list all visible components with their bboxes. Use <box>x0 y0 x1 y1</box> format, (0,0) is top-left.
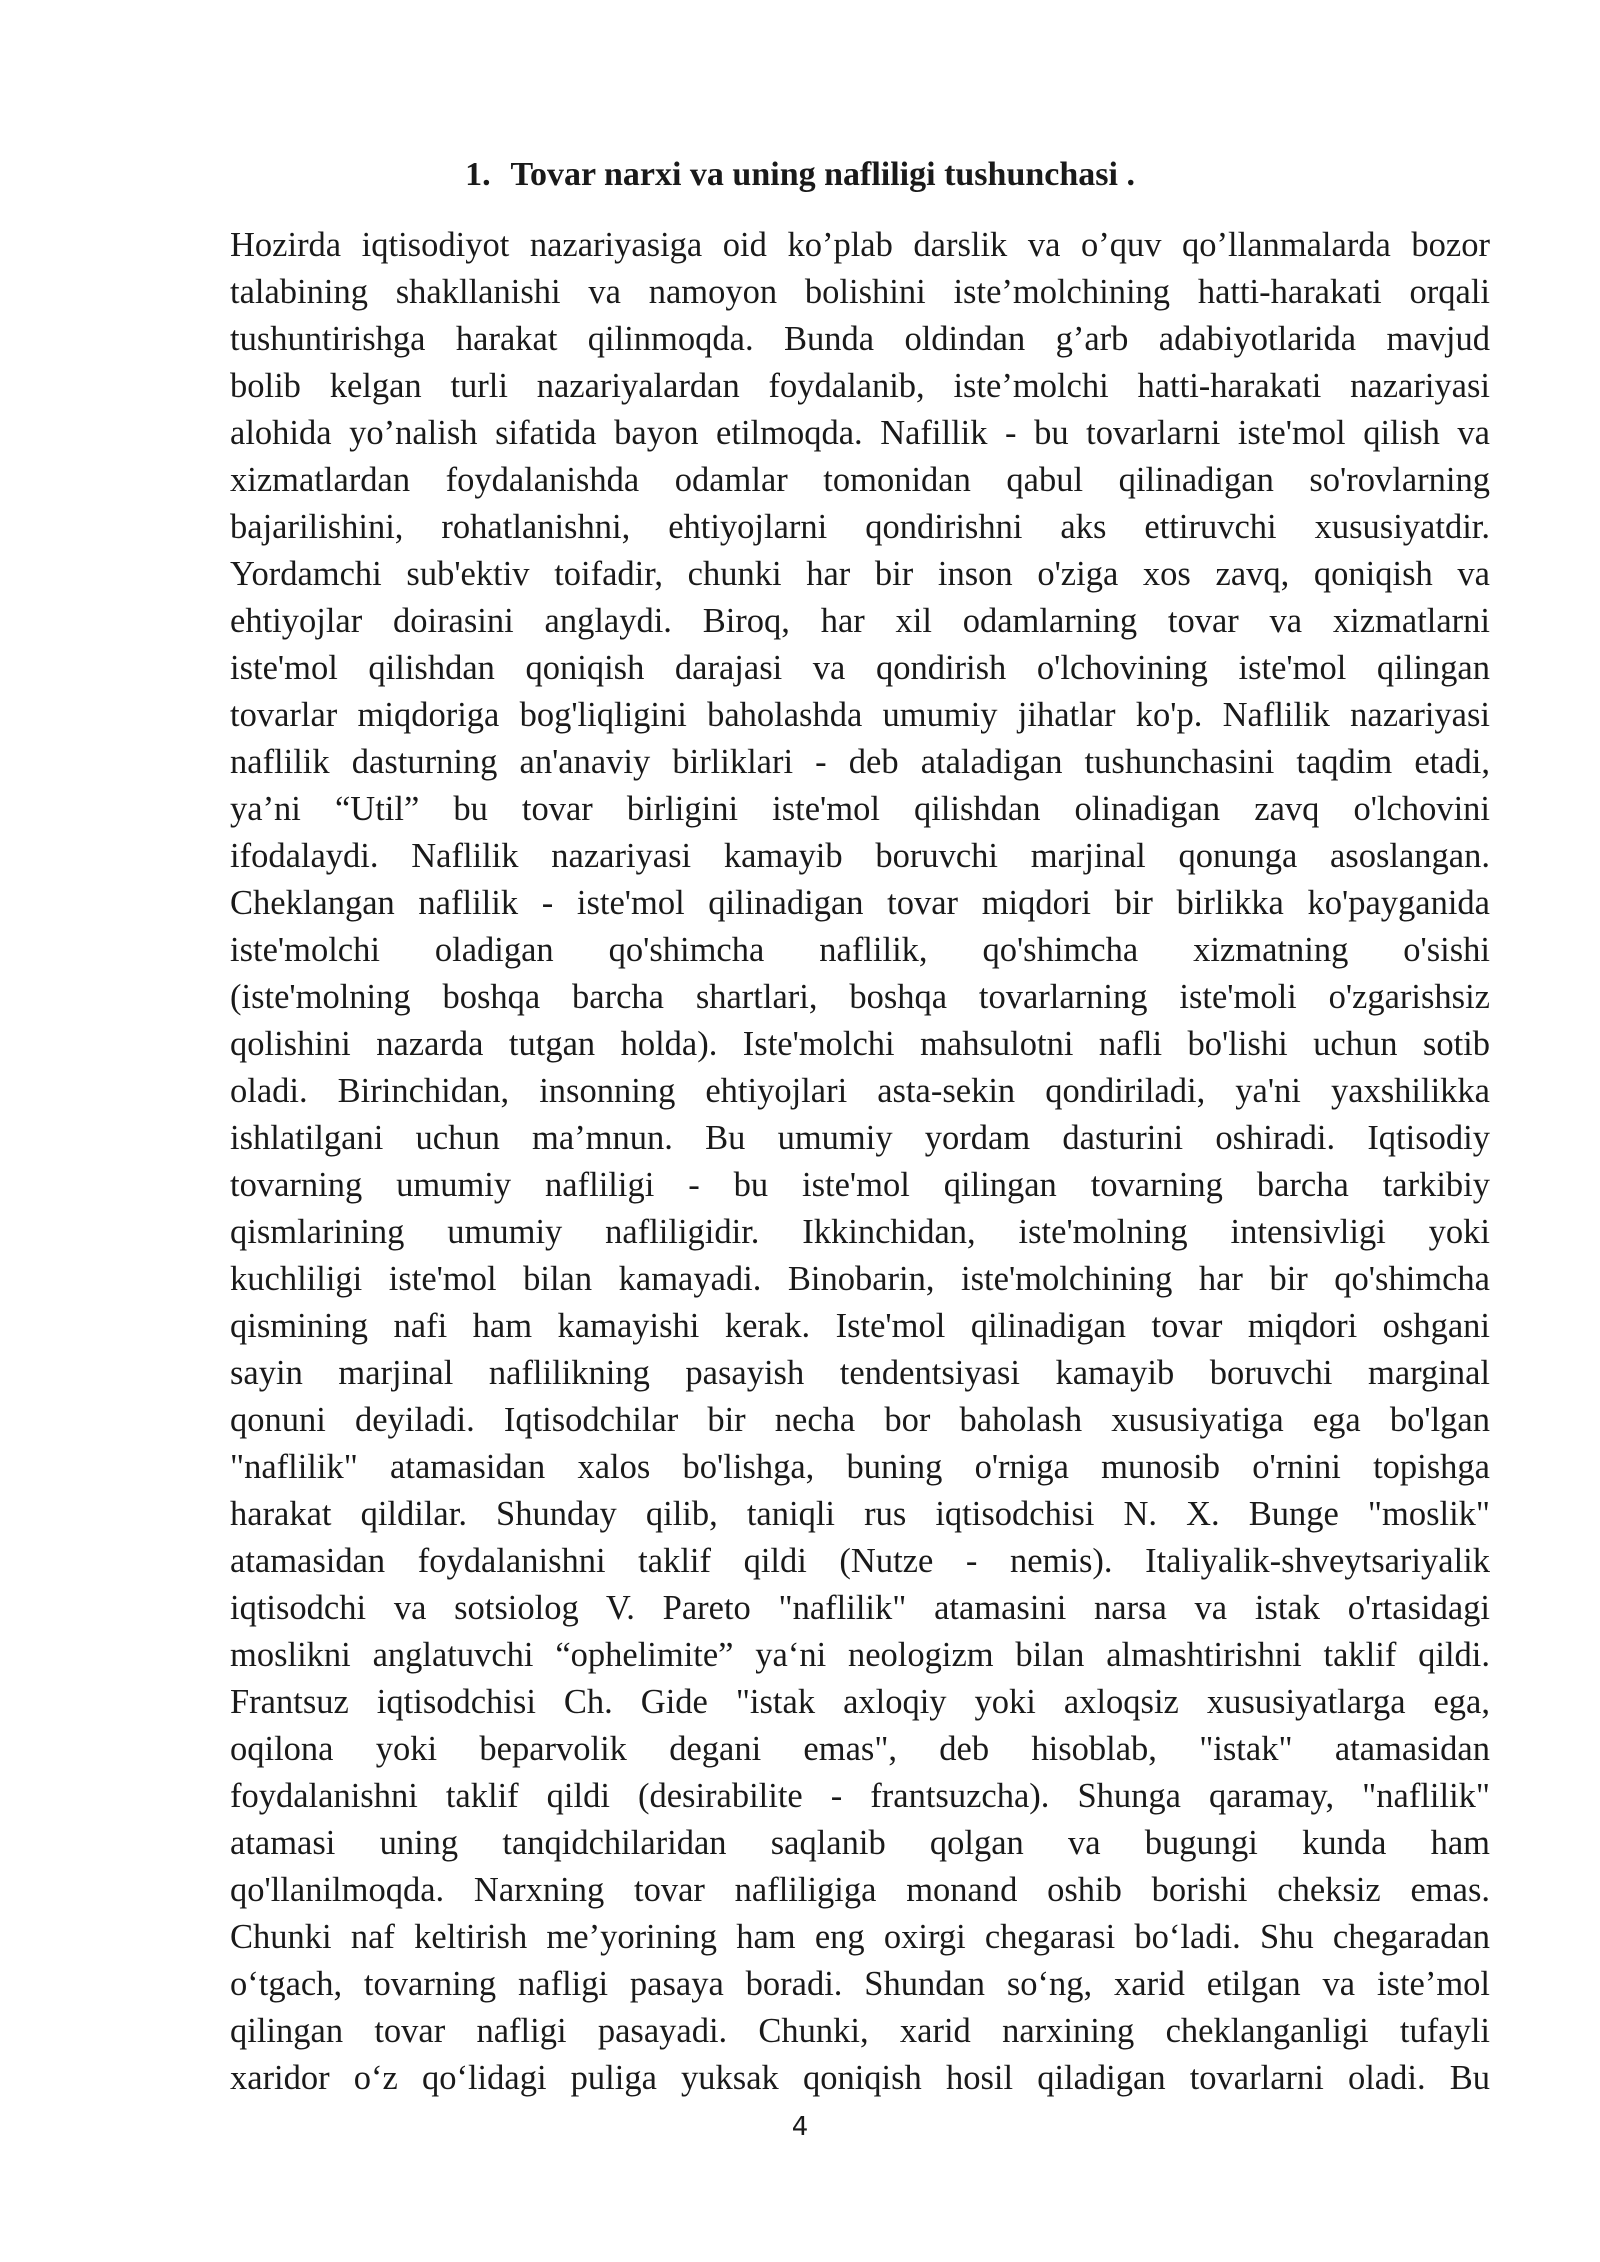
paragraph-line: iste'mol qilishdan qoniqish darajasi va qondirish o'lchovining iste'mol qilingan <box>230 649 1490 687</box>
paragraph-line: qismining nafi ham kamayishi kerak. Iste'mol qilinadigan tovar miqdori oshgani <box>230 1307 1490 1345</box>
paragraph-line: qilingan tovar nafligi pasayadi. Chunki, xarid narxining cheklanganligi tufayli <box>230 2012 1490 2050</box>
paragraph-line: ifodalaydi. Naflilik nazariyasi kamayib boruvchi marjinal qonunga asoslangan. <box>230 837 1490 875</box>
paragraph-line: oqilona yoki beparvolik degani emas", deb hisoblab, "istak" atamasidan <box>230 1730 1490 1768</box>
paragraph-line: kuchliligi iste'mol bilan kamayadi. Binobarin, iste'molchining har bir qo'shimcha <box>230 1260 1490 1298</box>
paragraph-line: Chunki naf keltirish me’yorining ham eng oxirgi chegarasi bo‘ladi. Shu chegaradan <box>230 1918 1490 1956</box>
paragraph-line: Hozirda iqtisodiyot nazariyasiga oid ko’plab darslik va o’quv qo’llanmalarda bozor <box>230 226 1490 264</box>
paragraph-line: talabining shakllanishi va namoyon bolishini iste’molchining hatti-harakati orqali <box>230 273 1490 311</box>
paragraph-line: qolishini nazarda tutgan holda). Iste'molchi mahsulotni nafli bo'lishi uchun sotib <box>230 1025 1490 1063</box>
paragraph-line: "naflilik" atamasidan xalos bo'lishga, buning o'rniga munosib o'rnini topishga <box>230 1448 1490 1486</box>
paragraph-line: xaridor o‘z qo‘lidagi puliga yuksak qoniqish hosil qiladigan tovarlarni oladi. Bu <box>230 2059 1490 2097</box>
paragraph-line: sayin marjinal naflilikning pasayish tendentsiyasi kamayib boruvchi marginal <box>230 1354 1490 1392</box>
page-number: 4 <box>791 2112 809 2142</box>
paragraph-line: harakat qildilar. Shunday qilib, taniqli rus iqtisodchisi N. X. Bunge "moslik" <box>230 1495 1490 1533</box>
section-title: Tovar narxi va uning nafliligi tushunchasi . <box>510 156 1135 193</box>
paragraph-line: qismlarining umumiy nafliligidir. Ikkinchidan, iste'molning intensivligi yoki <box>230 1213 1490 1251</box>
section-number: 1. <box>465 156 491 193</box>
paragraph-line: (iste'molning boshqa barcha shartlari, boshqa tovarlarning iste'moli o'zgarishsiz <box>230 978 1490 1016</box>
paragraph-line: qo'llanilmoqda. Narxning tovar nafliligiga monand oshib borishi cheksiz emas. <box>230 1871 1490 1909</box>
paragraph-line: moslikni anglatuvchi “ophelimite” ya‘ni neologizm bilan almashtirishni taklif qildi. <box>230 1636 1490 1674</box>
paragraph-line: tushuntirishga harakat qilinmoqda. Bunda oldindan g’arb adabiyotlarida mavjud <box>230 320 1490 358</box>
paragraph-line: Frantsuz iqtisodchisi Ch. Gide "istak axloqiy yoki axloqsiz xususiyatlarga ega, <box>230 1683 1490 1721</box>
paragraph-line: alohida yo’nalish sifatida bayon etilmoqda. Nafillik - bu tovarlarni iste'mol qilish va <box>230 414 1490 452</box>
body-paragraph <box>230 222 1490 2102</box>
paragraph-line: oladi. Birinchidan, insonning ehtiyojlari asta-sekin qondiriladi, ya'ni yaxshilikka <box>230 1072 1490 1110</box>
paragraph-line: naflilik dasturning an'anaviy birliklari - deb ataladigan tushunchasini taqdim etadi, <box>230 743 1490 781</box>
paragraph-line: qonuni deyiladi. Iqtisodchilar bir necha bor baholash xususiyatiga ega bo'lgan <box>230 1401 1490 1439</box>
paragraph-line: atamasidan foydalanishni taklif qildi (Nutze - nemis). Italiyalik-shveytsariyalik <box>230 1542 1490 1580</box>
paragraph-line: foydalanishni taklif qildi (desirabilite - frantsuzcha). Shunga qaramay, "naflilik" <box>230 1777 1490 1815</box>
paragraph-line: ehtiyojlar doirasini anglaydi. Biroq, har xil odamlarning tovar va xizmatlarni <box>230 602 1490 640</box>
paragraph-line: bajarilishini, rohatlanishni, ehtiyojlarni qondirishni aks ettiruvchi xususiyatdir. <box>230 508 1490 546</box>
paragraph-line: iste'molchi oladigan qo'shimcha naflilik, qo'shimcha xizmatning o'sishi <box>230 931 1490 969</box>
paragraph-line: o‘tgach, tovarning nafligi pasaya boradi. Shundan so‘ng, xarid etilgan va iste’mol <box>230 1965 1490 2003</box>
paragraph-line: Yordamchi sub'ektiv toifadir, chunki har bir inson o'ziga xos zavq, qoniqish va <box>230 555 1490 593</box>
section-heading <box>0 153 1600 197</box>
paragraph-line: bolib kelgan turli nazariyalardan foydalanib, iste’molchi hatti-harakati nazariyasi <box>230 367 1490 405</box>
paragraph-line: ishlatilgani uchun ma’mnun. Bu umumiy yordam dasturini oshiradi. Iqtisodiy <box>230 1119 1490 1157</box>
paragraph-line: xizmatlardan foydalanishda odamlar tomonidan qabul qilinadigan so'rovlarning <box>230 461 1490 499</box>
paragraph-line: atamasi uning tanqidchilaridan saqlanib qolgan va bugungi kunda ham <box>230 1824 1490 1862</box>
paragraph-line: ya’ni “Util” bu tovar birligini iste'mol qilishdan olinadigan zavq o'lchovini <box>230 790 1490 828</box>
paragraph-line: tovarlar miqdoriga bog'liqligini baholashda umumiy jihatlar ko'p. Naflilik nazariyasi <box>230 696 1490 734</box>
paragraph-line: iqtisodchi va sotsiolog V. Pareto "naflilik" atamasini narsa va istak o'rtasidagi <box>230 1589 1490 1627</box>
paragraph-line: Cheklangan naflilik - iste'mol qilinadigan tovar miqdori bir birlikka ko'payganida <box>230 884 1490 922</box>
paragraph-line: tovarning umumiy nafliligi - bu iste'mol qilingan tovarning barcha tarkibiy <box>230 1166 1490 1204</box>
